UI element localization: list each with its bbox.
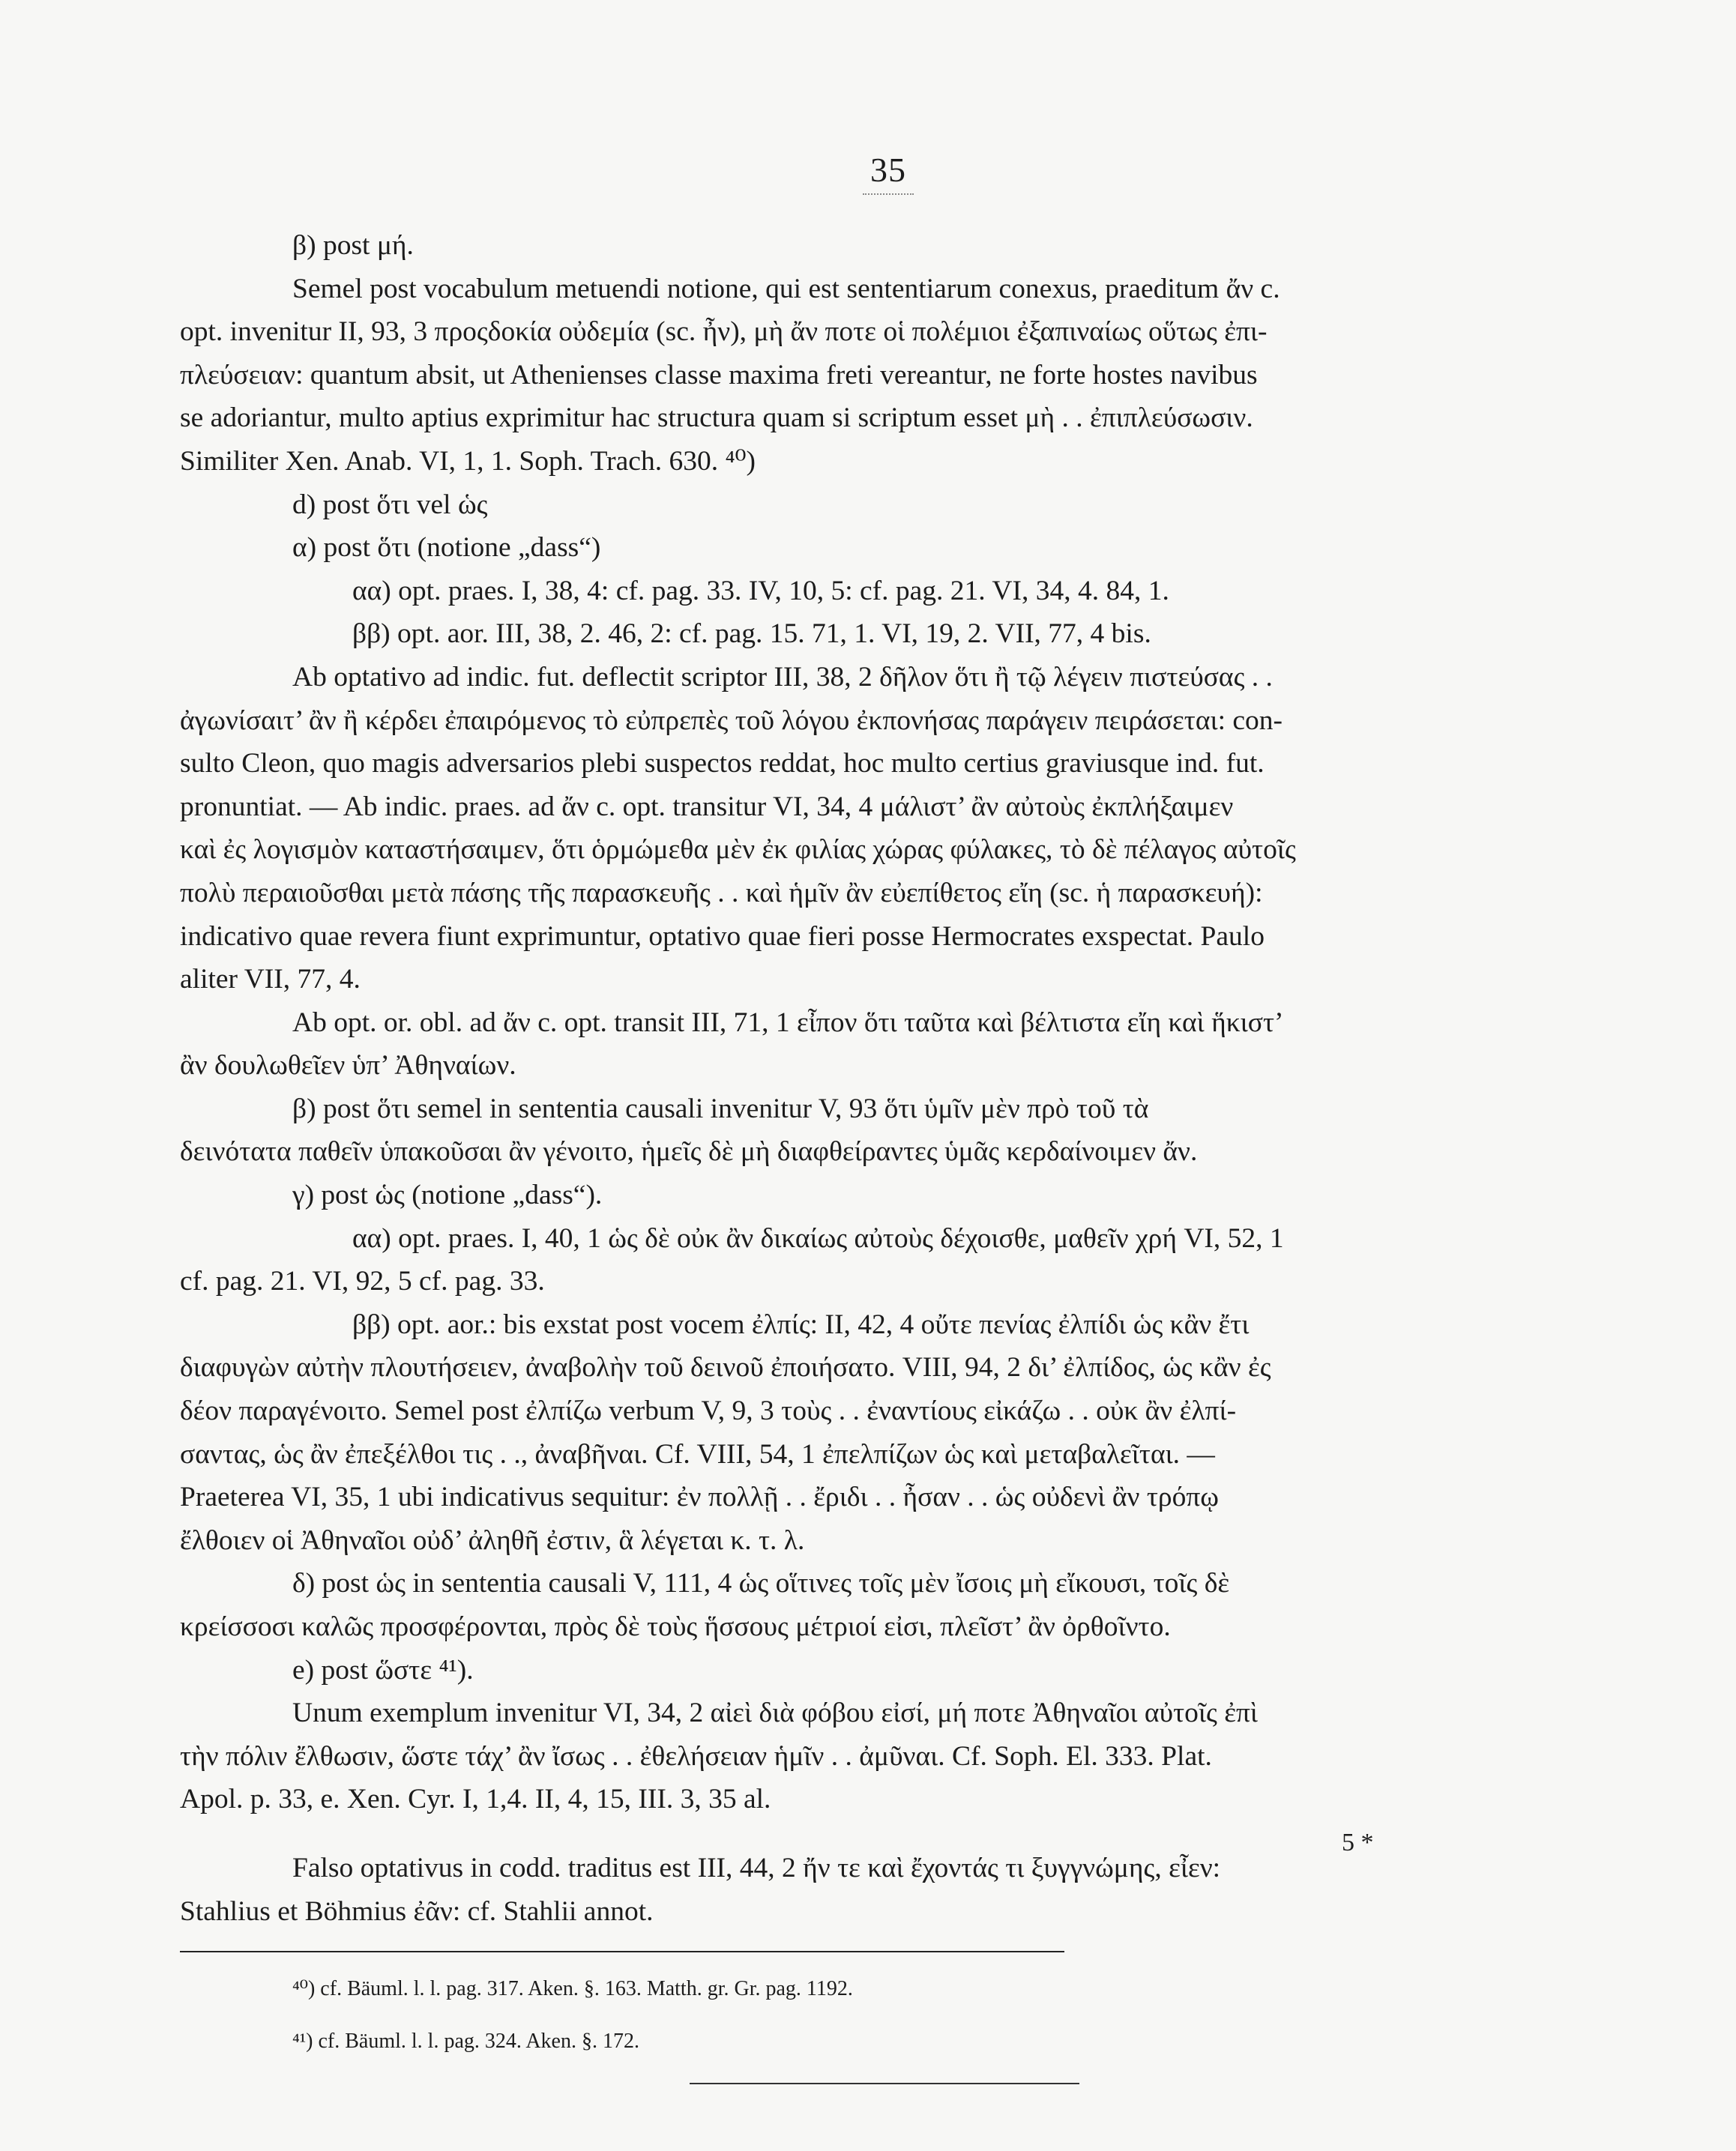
page-number: 35 xyxy=(225,150,1552,190)
text-line: κρείσσοσι καλῶς προσφέρονται, πρὸς δὲ τοὺς ἥσσους μέτριοί εἰσι, πλεῖστ’ ἂν ὀρθοῖντο. xyxy=(180,1611,1171,1642)
document-page xyxy=(180,150,1552,2084)
signature-mark: 5 * xyxy=(1342,1829,1374,1856)
text-line: β) post ὅτι semel in sententia causali invenitur V, 93 ὅτι ὑμῖν μὲν πρὸ τοῦ τὰ xyxy=(292,1093,1149,1124)
footnote: ⁴¹) cf. Bäuml. l. l. pag. 324. Aken. §. 172. xyxy=(292,2030,639,2054)
footnote-divider xyxy=(180,1951,1064,1952)
text-line: ββ) opt. aor.: bis exstat post vocem ἐλπίς: II, 42, 4 οὔτε πενίας ἐλπίδι ὡς κἂν ἔτι xyxy=(352,1309,1250,1340)
text-line: se adoriantur, multo aptius exprimitur hac structura quam si scriptum esset μὴ . . ἐπιπλεύσωσιν. xyxy=(180,402,1253,434)
text-line: e) post ὥστε ⁴¹). xyxy=(292,1654,474,1686)
text-line: καὶ ἐς λογισμὸν καταστήσαιμεν, ὅτι ὁρμώμεθα μὲν ἐκ φιλίας χώρας φύλακες, τὸ δὲ πέλαγος αὐτοῖς xyxy=(180,834,1296,866)
text-line: σαντας, ὡς ἂν ἐπεξέλθοι τις . ., ἀναβῆναι. Cf. VIII, 54, 1 ἐπελπίζων ὡς καὶ μεταβαλεῖται. — xyxy=(180,1438,1215,1470)
text-line: Praeterea VI, 35, 1 ubi indicativus sequitur: ἐν πολλῇ . . ἔριδι . . ἦσαν . . ὡς οὐδενὶ ἂν τρόπῳ xyxy=(180,1482,1219,1513)
text-line: Apol. p. 33, e. Xen. Cyr. I, 1,4. II, 4, 15, III. 3, 35 al. xyxy=(180,1784,771,1815)
footnote: ⁴⁰) cf. Bäuml. l. l. pag. 317. Aken. §. 163. Matth. gr. Gr. pag. 1192. xyxy=(292,1977,853,2001)
text-line: ἂν δουλωθεῖεν ὑπ’ Ἀθηναίων. xyxy=(180,1050,516,1081)
text-line: cf. pag. 21. VI, 92, 5 cf. pag. 33. xyxy=(180,1266,545,1297)
text-line: αα) opt. praes. I, 40, 1 ὡς δὲ οὐκ ἂν δικαίως αὐτοὺς δέχοισθε, μαθεῖν χρή VI, 52, 1 xyxy=(352,1222,1284,1254)
text-line: δεινότατα παθεῖν ὑπακοῦσαι ἂν γένοιτο, ἡμεῖς δὲ μὴ διαφθείραντες ὑμᾶς κερδαίνοιμεν ἄν. xyxy=(180,1136,1198,1168)
text-line: aliter VII, 77, 4. xyxy=(180,964,361,995)
text-line: πολὺ περαιοῦσθαι μετὰ πάσης τῆς παρασκευῆς . . καὶ ἡμῖν ἂν εὐεπίθετος εἴη (sc. ἡ παρασκευή): xyxy=(180,877,1263,908)
text-line: δέον παραγένοιτο. Semel post ἐλπίζω verbum V, 9, 3 τοὺς . . ἐναντίους εἰκάζω . . οὐκ ἂν ἐλπί- xyxy=(180,1396,1237,1427)
text-line: διαφυγὼν αὐτὴν πλουτήσειεν, ἀναβολὴν τοῦ δεινοῦ ἐποιήσατο. VIII, 94, 2 δι’ ἐλπίδος, ὡς κἂν ἐς xyxy=(180,1352,1271,1384)
text-line: Unum exemplum invenitur VI, 34, 2 αἰεὶ διὰ φόβου εἰσί, μή ποτε Ἀθηναῖοι αὐτοῖς ἐπὶ xyxy=(292,1698,1259,1729)
text-line: γ) post ὡς (notione „dass“). xyxy=(292,1180,603,1211)
text-line: δ) post ὡς in sententia causali V, 111, 4 ὡς οἵτινες τοῖς μὲν ἴσοις μὴ εἴκουσι, τοῖς δὲ xyxy=(292,1568,1230,1599)
text-line: ἀγωνίσαιτ’ ἂν ἢ κέρδει ἐπαιρόμενος τὸ εὐπρεπὲς τοῦ λόγου ἐκπονήσας παράγειν πειράσεται: con- xyxy=(180,705,1283,736)
text-line: pronuntiat. — Ab indic. praes. ad ἄν c. opt. transitur VI, 34, 4 μάλιστ’ ἂν αὐτοὺς ἐκπλήξαιμεν xyxy=(180,791,1234,822)
text-line: α) post ὅτι (notione „dass“) xyxy=(292,532,601,564)
text-line: Ab opt. or. obl. ad ἄν c. opt. transit III, 71, 1 εἶπον ὅτι ταῦτα καὶ βέλτιστα εἴη καὶ ἥκιστ’ xyxy=(292,1007,1284,1038)
text-line: ββ) opt. aor. III, 38, 2. 46, 2: cf. pag. 15. 71, 1. VI, 19, 2. VII, 77, 4 bis. xyxy=(352,618,1151,650)
text-line: ἔλθοιεν οἱ Ἀθηναῖοι οὐδ’ ἀληθῆ ἐστιν, ἃ λέγεται κ. τ. λ. xyxy=(180,1524,805,1556)
text-line: Ab optativo ad indic. fut. deflectit scriptor III, 38, 2 δῆλον ὅτι ἢ τῷ λέγειν πιστεύσας . . xyxy=(292,661,1273,693)
text-line: opt. invenitur II, 93, 3 προςδοκία οὐδεμία (sc. ἦν), μὴ ἄν ποτε οἱ πολέμιοι ἐξαπιναίως οὕτως ἐπι- xyxy=(180,316,1268,348)
text-line: Semel post vocabulum metuendi notione, qui est sententiarum conexus, praeditum ἄν c. xyxy=(292,273,1280,304)
text-line: Similiter Xen. Anab. VI, 1, 1. Soph. Trach. 630. ⁴⁰) xyxy=(180,445,756,477)
text-line: d) post ὅτι vel ὡς xyxy=(292,489,488,520)
text-line: αα) opt. praes. I, 38, 4: cf. pag. 33. IV, 10, 5: cf. pag. 21. VI, 34, 4. 84, 1. xyxy=(352,575,1169,606)
text-line: sulto Cleon, quo magis adversarios plebi suspectos reddat, hoc multo certius graviusque ind. fut. xyxy=(180,748,1265,779)
text-line: τὴν πόλιν ἔλθωσιν, ὥστε τάχ’ ἂν ἴσως . . ἐθελήσειαν ἡμῖν . . ἀμῦναι. Cf. Soph. El. 333. Plat. xyxy=(180,1740,1212,1772)
text-line: πλεύσειαν: quantum absit, ut Athenienses classe maxima freti vereantur, ne forte hostes navibus xyxy=(180,359,1258,390)
text-line: Stahlius et Böhmius ἐᾶν: cf. Stahlii annot. xyxy=(180,1895,654,1927)
section-divider xyxy=(690,2083,1079,2084)
text-line: Falso optativus in codd. traditus est III, 44, 2 ἤν τε καὶ ἔχοντάς τι ξυγγνώμης, εἶεν: xyxy=(292,1852,1221,1883)
text-line: indicativo quae revera fiunt exprimuntur, optativo quae fieri posse Hermocrates exspectat. Paulo xyxy=(180,920,1265,952)
text-line: β) post μή. xyxy=(292,230,414,261)
